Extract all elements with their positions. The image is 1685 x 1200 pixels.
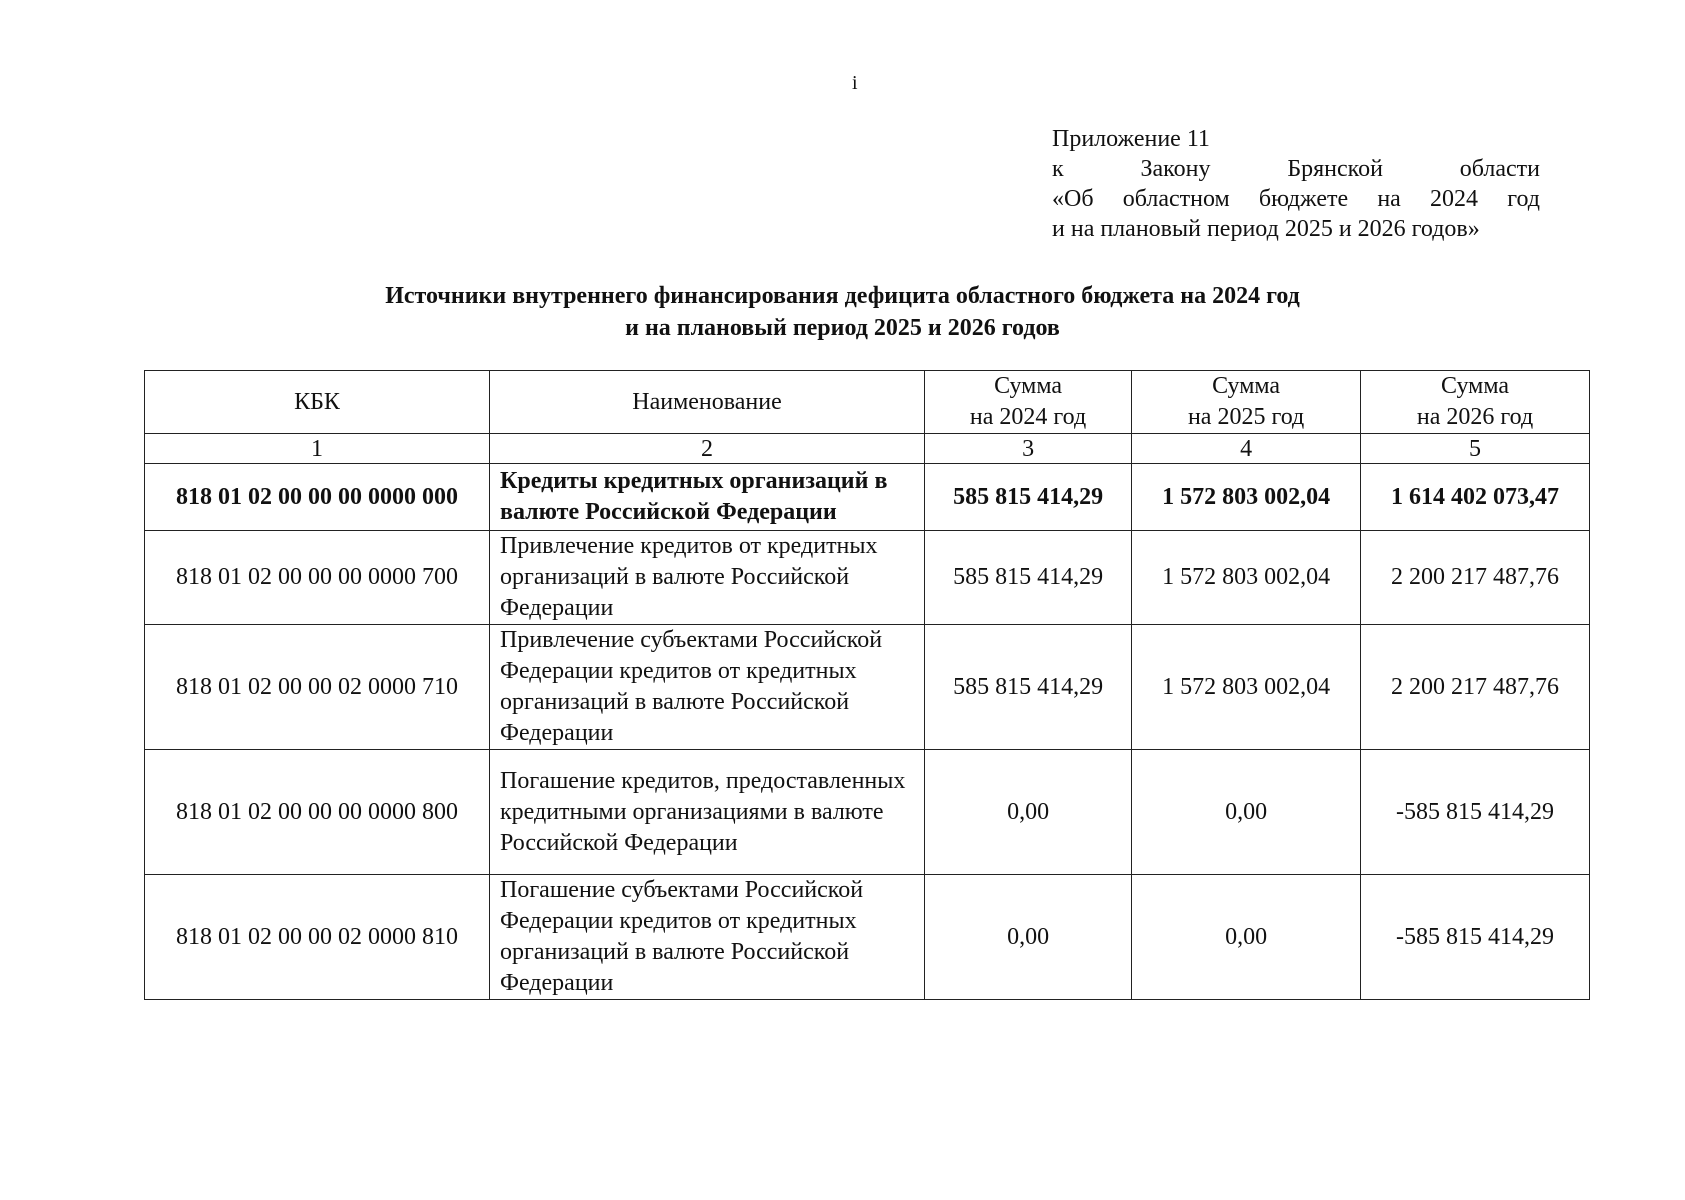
header-sum-2025-l1: Сумма bbox=[1212, 373, 1281, 399]
cell-name: Погашение субъектами Российской Федерации кредитов от кредитных организаций в валюте Российской Федерации bbox=[490, 875, 925, 1000]
cell-kbk: 818 01 02 00 00 00 0000 700 bbox=[145, 531, 490, 625]
cell-sum-2026: 2 200 217 487,76 bbox=[1361, 531, 1590, 625]
header-sum-2024-l2: на 2024 год bbox=[969, 404, 1087, 430]
appendix-line-3: «Об областном бюджете на 2024 год bbox=[1052, 186, 1540, 212]
cell-sum-2025: 0,00 bbox=[1132, 750, 1361, 875]
cell-name: Кредиты кредитных организаций в валюте Российской Федерации bbox=[490, 464, 925, 531]
cell-sum-2026: 1 614 402 073,47 bbox=[1361, 464, 1590, 531]
appendix-line-2: к Закону Брянской области bbox=[1052, 156, 1540, 182]
table-header-row bbox=[145, 371, 1590, 434]
header-sum-2026-l2: на 2026 год bbox=[1416, 404, 1534, 430]
cell-kbk: 818 01 02 00 00 02 0000 710 bbox=[145, 625, 490, 750]
cell-sum-2024: 585 815 414,29 bbox=[925, 625, 1132, 750]
header-kbk: КБК bbox=[145, 371, 490, 434]
table-row bbox=[145, 625, 1590, 750]
cell-kbk: 818 01 02 00 00 02 0000 810 bbox=[145, 875, 490, 1000]
column-number-3: 3 bbox=[925, 434, 1132, 464]
cell-name: Привлечение субъектами Российской Федерации кредитов от кредитных организаций в валюте Российской Федерации bbox=[490, 625, 925, 750]
cell-sum-2026: -585 815 414,29 bbox=[1361, 875, 1590, 1000]
appendix-line-4: и на плановый период 2025 и 2026 годов» bbox=[1052, 216, 1480, 242]
header-sum-2026 bbox=[1361, 371, 1590, 434]
budget-table bbox=[144, 370, 1590, 1000]
table-row bbox=[145, 750, 1590, 875]
cell-sum-2026: 2 200 217 487,76 bbox=[1361, 625, 1590, 750]
appendix-note bbox=[1052, 124, 1540, 244]
appendix-line-1: Приложение 11 bbox=[1052, 126, 1210, 152]
title-line-2: и на плановый период 2025 и 2026 годов bbox=[625, 315, 1060, 341]
column-number-5: 5 bbox=[1361, 434, 1590, 464]
cell-kbk: 818 01 02 00 00 00 0000 000 bbox=[145, 464, 490, 531]
column-number-1: 1 bbox=[145, 434, 490, 464]
cell-sum-2024: 585 815 414,29 bbox=[925, 531, 1132, 625]
cell-sum-2025: 1 572 803 002,04 bbox=[1132, 464, 1361, 531]
column-number-2: 2 bbox=[490, 434, 925, 464]
header-sum-2024 bbox=[925, 371, 1132, 434]
title-line-1: Источники внутреннего финансирования дефицита областного бюджета на 2024 год bbox=[385, 283, 1300, 309]
document-title bbox=[200, 280, 1485, 344]
cell-sum-2024: 0,00 bbox=[925, 875, 1132, 1000]
cell-sum-2025: 0,00 bbox=[1132, 875, 1361, 1000]
column-number-4: 4 bbox=[1132, 434, 1361, 464]
page-mark: i bbox=[852, 72, 858, 94]
cell-sum-2024: 585 815 414,29 bbox=[925, 464, 1132, 531]
header-sum-2025 bbox=[1132, 371, 1361, 434]
cell-name: Привлечение кредитов от кредитных организаций в валюте Российской Федерации bbox=[490, 531, 925, 625]
cell-sum-2025: 1 572 803 002,04 bbox=[1132, 531, 1361, 625]
cell-name: Погашение кредитов, предоставленных кредитными организациями в валюте Российской Федерации bbox=[490, 750, 925, 875]
column-number-row bbox=[145, 434, 1590, 464]
header-sum-2024-l1: Сумма bbox=[994, 373, 1063, 399]
cell-kbk: 818 01 02 00 00 00 0000 800 bbox=[145, 750, 490, 875]
cell-sum-2026: -585 815 414,29 bbox=[1361, 750, 1590, 875]
header-name: Наименование bbox=[490, 371, 925, 434]
table-row bbox=[145, 875, 1590, 1000]
header-sum-2026-l1: Сумма bbox=[1441, 373, 1509, 399]
header-sum-2025-l2: на 2025 год bbox=[1187, 404, 1305, 430]
cell-sum-2024: 0,00 bbox=[925, 750, 1132, 875]
table-row bbox=[145, 531, 1590, 625]
table-row bbox=[145, 464, 1590, 531]
cell-sum-2025: 1 572 803 002,04 bbox=[1132, 625, 1361, 750]
